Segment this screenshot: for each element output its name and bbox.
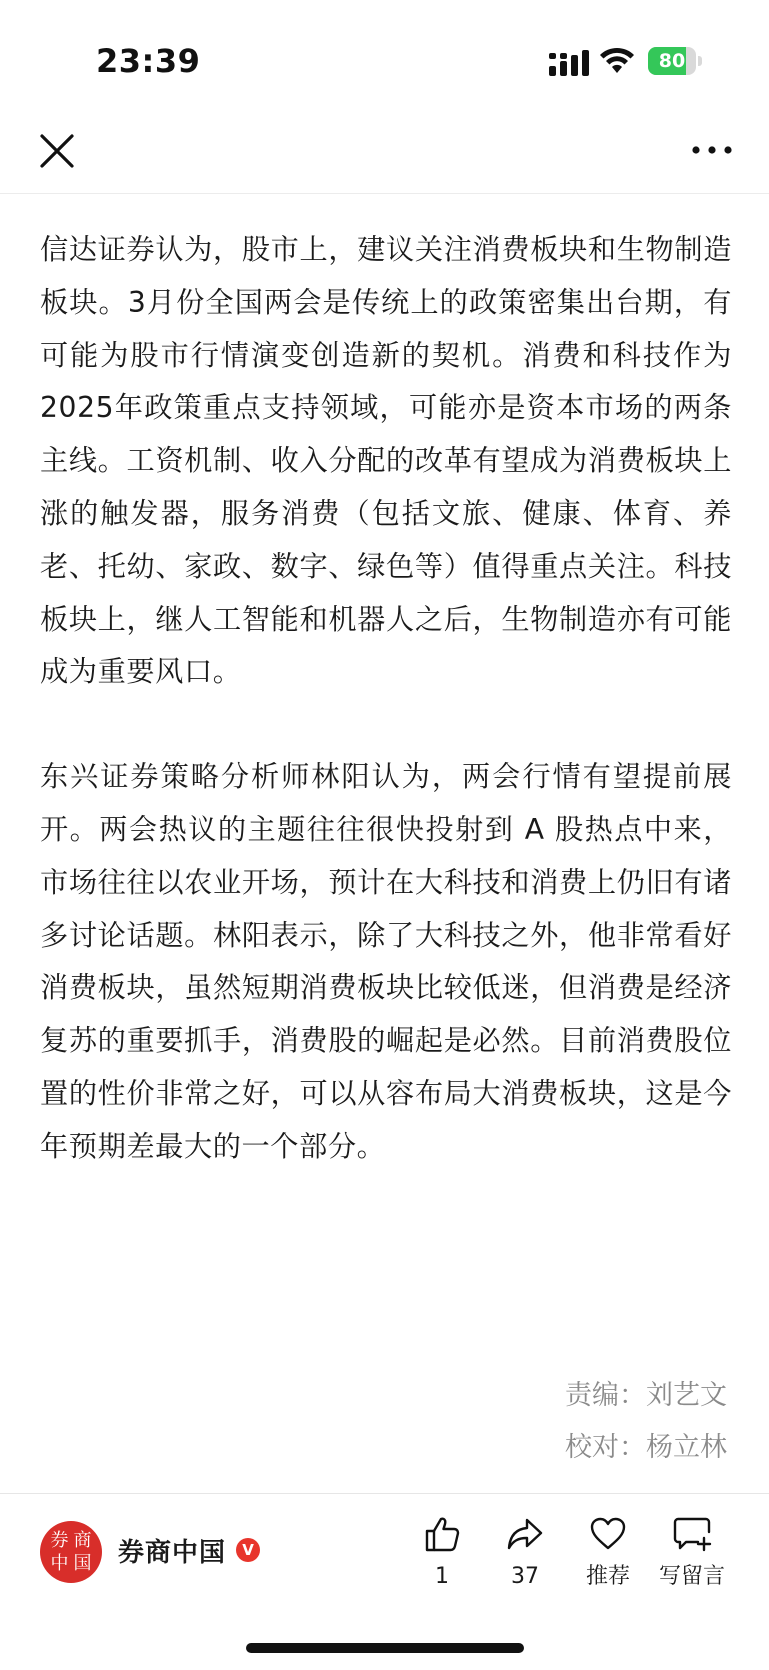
battery-percent: 80 bbox=[658, 50, 686, 72]
battery-indicator bbox=[648, 47, 702, 75]
article-paragraph: 东兴证券策略分析师林阳认为，两会行情有望提前展开。两会热议的主题往往很快投射到 A 股热点中来，市场往往以农业开场，预计在大科技和消费上仍旧有诸多讨论话题。林阳表示，除了大科技之外，他非常看好消费板块，虽然短期消费板块比较低迷，但消费是经济复苏的重要抓手，消费股的崛起是必然。目前消费股位置的性价非常之好，可以从容布局大消费板块，这是今年预期差最大的一个部分。 bbox=[40, 760, 732, 1163]
avatar-char: 商 bbox=[73, 1530, 92, 1551]
avatar-char: 券 bbox=[50, 1530, 69, 1551]
article-body bbox=[40, 224, 732, 1174]
write-comment-label: 写留言 bbox=[658, 1564, 725, 1589]
signal-icon bbox=[549, 50, 589, 76]
article-paragraph: 信达证券认为，股市上，建议关注消费板块和生物制造板块。3月份全国两会是传统上的政策密集出台期，有可能为股市行情演变创造新的契机。消费和科技作为2025年政策重点支持领域，可能亦是资本市场的两条主线。工资机制、收入分配的改革有望成为消费板块上涨的触发器，服务消费（包括文旅、健康、体育、养老、托幼、家政、数字、绿色等）值得重点关注。科技板块上，继人工智能和机器人之后，生物制造亦有可能成为重要风口。 bbox=[40, 233, 732, 689]
like-button[interactable] bbox=[402, 1514, 482, 1590]
account-name[interactable]: 券商中国 bbox=[118, 1538, 227, 1568]
share-count: 37 bbox=[511, 1564, 539, 1589]
proofreader-credit: 校对：杨立林 bbox=[565, 1432, 727, 1463]
wifi-icon bbox=[600, 46, 634, 74]
verified-badge: V bbox=[236, 1538, 260, 1562]
account-avatar[interactable] bbox=[40, 1521, 102, 1583]
recommend-label: 推荐 bbox=[585, 1564, 630, 1589]
close-icon[interactable] bbox=[38, 132, 76, 170]
battery-cap bbox=[698, 56, 702, 66]
editor-credit: 责编：刘艺文 bbox=[565, 1380, 727, 1411]
recommend-button[interactable] bbox=[568, 1514, 648, 1590]
share-button[interactable] bbox=[485, 1514, 565, 1590]
status-bar bbox=[0, 0, 769, 120]
home-indicator bbox=[246, 1643, 524, 1653]
comment-add-icon bbox=[672, 1514, 712, 1554]
battery-body bbox=[648, 47, 696, 75]
heart-icon bbox=[588, 1514, 628, 1554]
like-count: 1 bbox=[435, 1564, 449, 1589]
more-dots-icon[interactable] bbox=[690, 140, 734, 160]
thumbs-up-icon bbox=[422, 1514, 462, 1554]
status-time: 23:39 bbox=[96, 42, 201, 80]
avatar-logo bbox=[48, 1529, 94, 1575]
nav-bar bbox=[0, 120, 769, 194]
write-comment-button[interactable] bbox=[652, 1514, 732, 1590]
article-credits bbox=[565, 1370, 727, 1474]
share-arrow-icon bbox=[505, 1514, 545, 1554]
avatar-char: 国 bbox=[73, 1553, 92, 1574]
avatar-char: 中 bbox=[50, 1553, 69, 1574]
